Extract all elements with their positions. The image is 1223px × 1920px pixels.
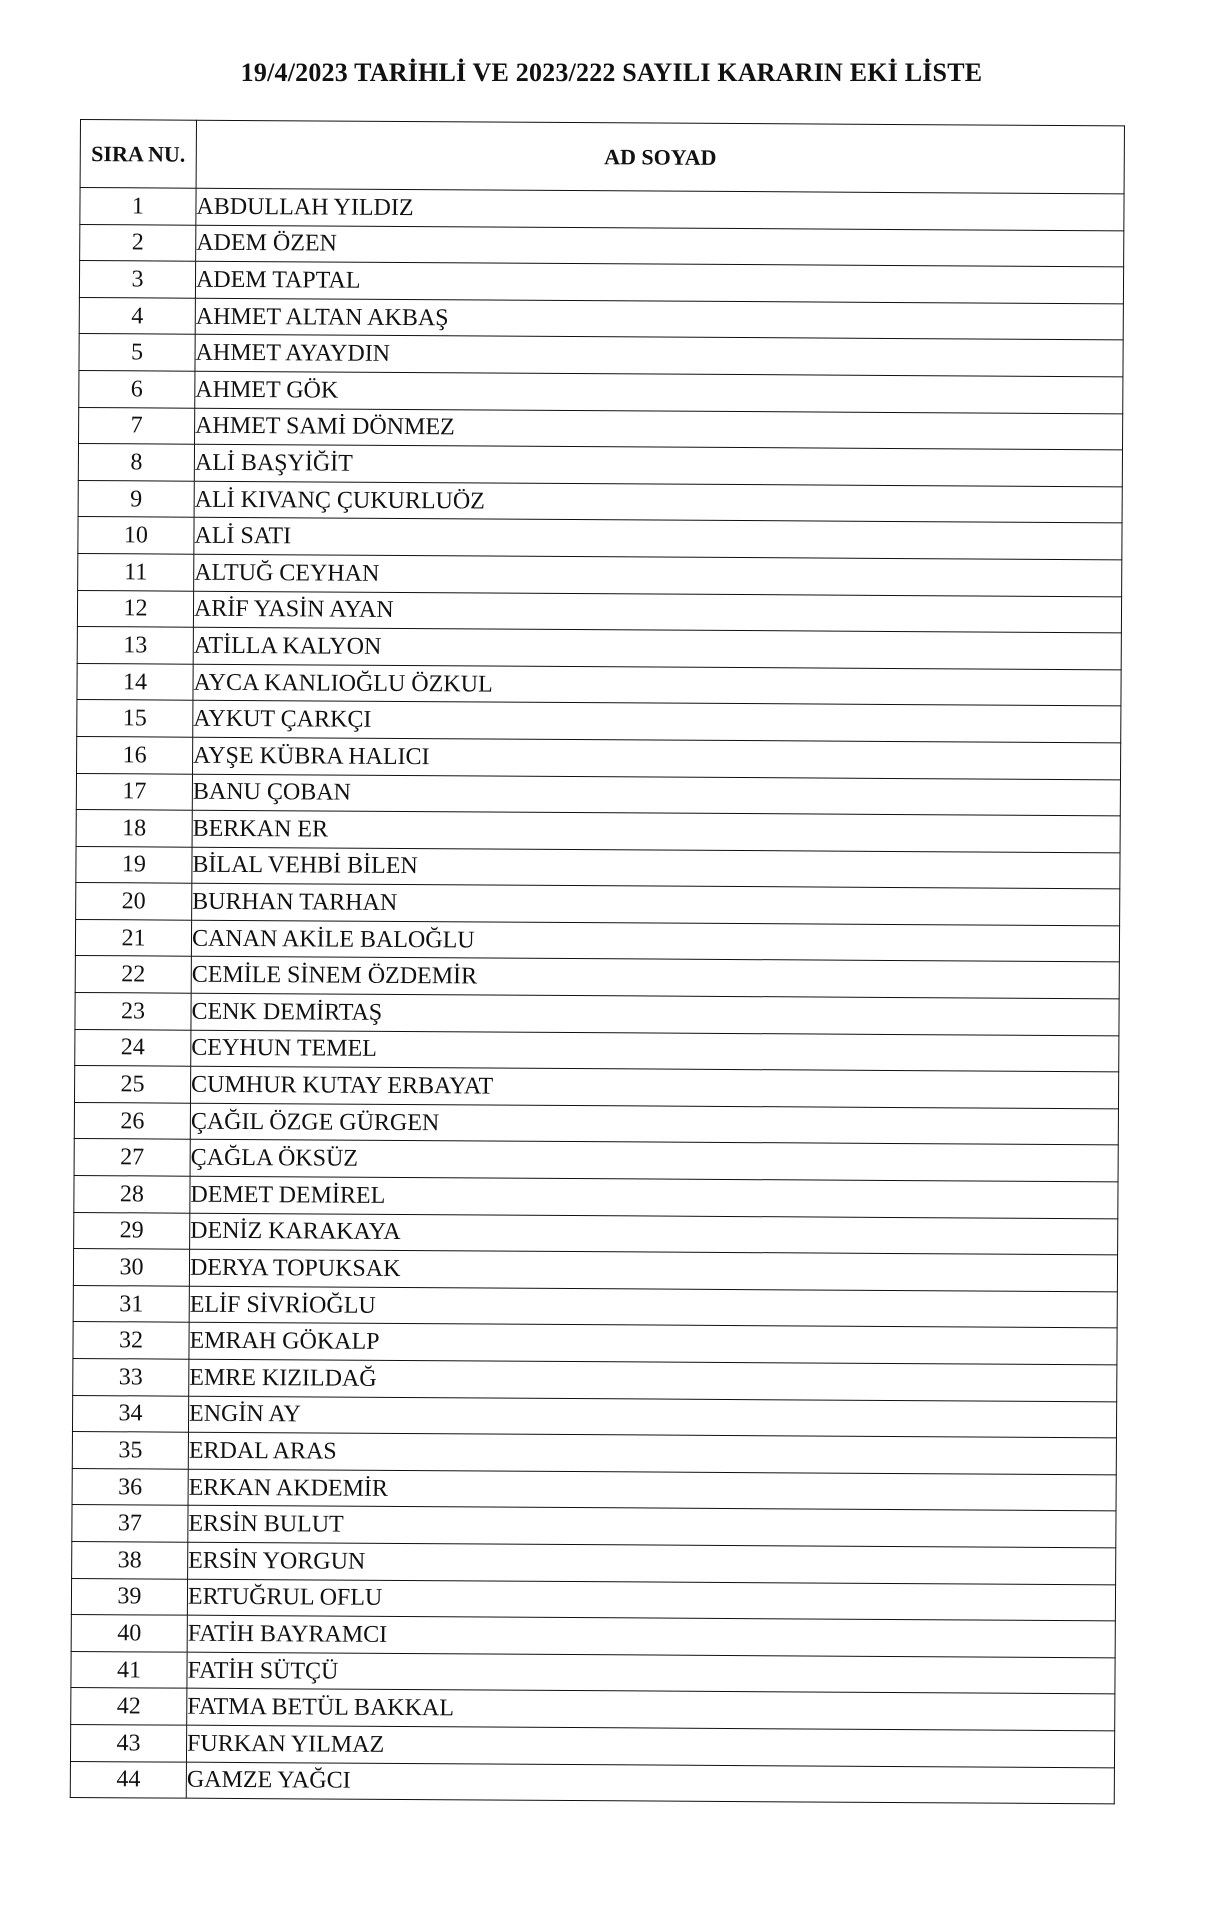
name-list-table: [70, 119, 1125, 1804]
row-number: 12: [77, 590, 193, 627]
row-number: 40: [71, 1615, 187, 1652]
row-number: 24: [75, 1029, 191, 1066]
row-full-name: CEYHUN TEMEL: [191, 1030, 1119, 1072]
row-full-name: ADEM ÖZEN: [196, 225, 1124, 267]
table-row: [77, 590, 1121, 633]
row-number: 14: [77, 663, 193, 700]
row-full-name: AYKUT ÇARKÇI: [193, 701, 1121, 743]
row-full-name: ARİF YASİN AYAN: [193, 591, 1121, 633]
column-header-ad-soyad: AD SOYAD: [196, 120, 1124, 194]
row-full-name: BURHAN TARHAN: [192, 883, 1120, 925]
table-row: [79, 334, 1123, 377]
row-full-name: ALTUĞ CEYHAN: [194, 554, 1122, 596]
row-number: 4: [79, 297, 195, 334]
row-number: 19: [76, 846, 192, 883]
table-row: [75, 956, 1119, 999]
row-full-name: ERKAN AKDEMİR: [188, 1469, 1116, 1511]
row-full-name: ÇAĞLA ÖKSÜZ: [190, 1140, 1118, 1182]
row-number: 35: [72, 1432, 188, 1469]
row-full-name: FATMA BETÜL BAKKAL: [187, 1689, 1115, 1731]
row-full-name: BİLAL VEHBİ BİLEN: [192, 847, 1120, 889]
row-full-name: EMRE KIZILDAĞ: [189, 1359, 1117, 1401]
row-number: 8: [78, 444, 194, 481]
row-number: 6: [79, 370, 195, 407]
table-row: [78, 553, 1122, 596]
table-row: [71, 1615, 1115, 1658]
row-full-name: GAMZE YAĞCI: [186, 1762, 1114, 1804]
row-full-name: AYCA KANLIOĞLU ÖZKUL: [193, 664, 1121, 706]
row-full-name: ERSİN YORGUN: [188, 1542, 1116, 1584]
row-number: 15: [77, 700, 193, 737]
table-row: [71, 1688, 1115, 1731]
row-full-name: CEMİLE SİNEM ÖZDEMİR: [191, 957, 1119, 999]
row-number: 23: [75, 993, 191, 1030]
row-full-name: ALİ BAŞYİĞİT: [194, 444, 1122, 486]
row-number: 36: [72, 1468, 188, 1505]
table-row: [80, 188, 1124, 231]
table-row: [75, 993, 1119, 1036]
table-header-row: [80, 120, 1124, 194]
row-number: 30: [73, 1249, 189, 1286]
row-number: 21: [75, 919, 191, 956]
row-number: 26: [74, 1102, 190, 1139]
table-row: [73, 1322, 1117, 1365]
table-row: [70, 1761, 1114, 1804]
table-row: [74, 1139, 1118, 1182]
row-full-name: DERYA TOPUKSAK: [189, 1249, 1117, 1291]
table-row: [76, 846, 1120, 889]
row-full-name: ADEM TAPTAL: [195, 261, 1123, 303]
row-number: 3: [79, 261, 195, 298]
table-row: [72, 1468, 1116, 1511]
row-number: 33: [73, 1358, 189, 1395]
table-row: [74, 1102, 1118, 1145]
row-number: 25: [74, 1066, 190, 1103]
row-number: 13: [77, 627, 193, 664]
row-full-name: AHMET AYAYDIN: [195, 335, 1123, 377]
row-number: 39: [71, 1578, 187, 1615]
table-row: [76, 810, 1120, 853]
table-row: [73, 1358, 1117, 1401]
table-row: [75, 1029, 1119, 1072]
row-number: 22: [75, 956, 191, 993]
row-number: 1: [80, 188, 196, 225]
row-number: 43: [70, 1724, 186, 1761]
table-row: [72, 1505, 1116, 1548]
row-full-name: ALİ KIVANÇ ÇUKURLUÖZ: [194, 481, 1122, 523]
row-number: 7: [79, 407, 195, 444]
row-full-name: AHMET SAMİ DÖNMEZ: [195, 408, 1123, 450]
row-full-name: CENK DEMİRTAŞ: [191, 993, 1119, 1035]
row-full-name: ERDAL ARAS: [188, 1432, 1116, 1474]
table-row: [76, 883, 1120, 926]
table-row: [78, 480, 1122, 523]
row-full-name: AHMET GÖK: [195, 371, 1123, 413]
table-row: [70, 1724, 1114, 1767]
row-number: 2: [80, 224, 196, 261]
row-full-name: BANU ÇOBAN: [192, 774, 1120, 816]
row-full-name: ABDULLAH YILDIZ: [196, 188, 1124, 230]
row-number: 34: [72, 1395, 188, 1432]
table-row: [79, 297, 1123, 340]
table-row: [71, 1578, 1115, 1621]
row-number: 18: [76, 810, 192, 847]
row-full-name: CUMHUR KUTAY ERBAYAT: [190, 1066, 1118, 1108]
table-row: [74, 1176, 1118, 1219]
table-body: [70, 188, 1124, 1804]
row-number: 41: [71, 1651, 187, 1688]
row-full-name: FATİH BAYRAMCI: [187, 1615, 1115, 1657]
row-full-name: EMRAH GÖKALP: [189, 1323, 1117, 1365]
row-full-name: ELİF SİVRİOĞLU: [189, 1286, 1117, 1328]
row-number: 17: [76, 773, 192, 810]
row-full-name: FATİH SÜTÇÜ: [187, 1652, 1115, 1694]
row-full-name: CANAN AKİLE BALOĞLU: [191, 920, 1119, 962]
table-row: [79, 261, 1123, 304]
row-full-name: FURKAN YILMAZ: [186, 1725, 1114, 1767]
row-full-name: ATİLLA KALYON: [193, 627, 1121, 669]
row-number: 16: [77, 736, 193, 773]
table-row: [78, 444, 1122, 487]
row-number: 31: [73, 1285, 189, 1322]
table-row: [77, 700, 1121, 743]
row-number: 20: [76, 883, 192, 920]
row-number: 9: [78, 480, 194, 517]
table-row: [80, 224, 1124, 267]
table-row: [78, 517, 1122, 560]
row-number: 42: [71, 1688, 187, 1725]
row-number: 44: [70, 1761, 186, 1798]
table-row: [73, 1285, 1117, 1328]
table-row: [72, 1541, 1116, 1584]
table-row: [79, 370, 1123, 413]
row-number: 11: [78, 553, 194, 590]
table-row: [79, 407, 1123, 450]
table-row: [74, 1066, 1118, 1109]
row-full-name: ERSİN BULUT: [188, 1506, 1116, 1548]
document-title: 19/4/2023 TARİHLİ VE 2023/222 SAYILI KARARIN EKİ LİSTE: [240, 58, 983, 87]
table-row: [73, 1249, 1117, 1292]
row-full-name: ENGİN AY: [188, 1396, 1116, 1438]
table-row: [71, 1651, 1115, 1694]
row-number: 27: [74, 1139, 190, 1176]
row-number: 29: [74, 1212, 190, 1249]
row-full-name: BERKAN ER: [192, 810, 1120, 852]
row-full-name: ÇAĞIL ÖZGE GÜRGEN: [190, 1103, 1118, 1145]
row-full-name: AYŞE KÜBRA HALICI: [193, 737, 1121, 779]
row-number: 32: [73, 1322, 189, 1359]
table-row: [77, 736, 1121, 779]
table-row: [77, 627, 1121, 670]
table-row: [77, 663, 1121, 706]
row-number: 5: [79, 334, 195, 371]
table-row: [74, 1212, 1118, 1255]
table-row: [75, 919, 1119, 962]
row-full-name: DEMET DEMİREL: [190, 1176, 1118, 1218]
row-number: 37: [72, 1505, 188, 1542]
table-row: [76, 773, 1120, 816]
row-full-name: ALİ SATI: [194, 518, 1122, 560]
row-full-name: ERTUĞRUL OFLU: [187, 1579, 1115, 1621]
row-number: 38: [72, 1541, 188, 1578]
column-header-sira-nu: SIRA NU.: [80, 120, 196, 189]
row-full-name: DENİZ KARAKAYA: [190, 1213, 1118, 1255]
row-number: 10: [78, 517, 194, 554]
table-row: [72, 1395, 1116, 1438]
row-number: 28: [74, 1176, 190, 1213]
row-full-name: AHMET ALTAN AKBAŞ: [195, 298, 1123, 340]
table-row: [72, 1432, 1116, 1475]
